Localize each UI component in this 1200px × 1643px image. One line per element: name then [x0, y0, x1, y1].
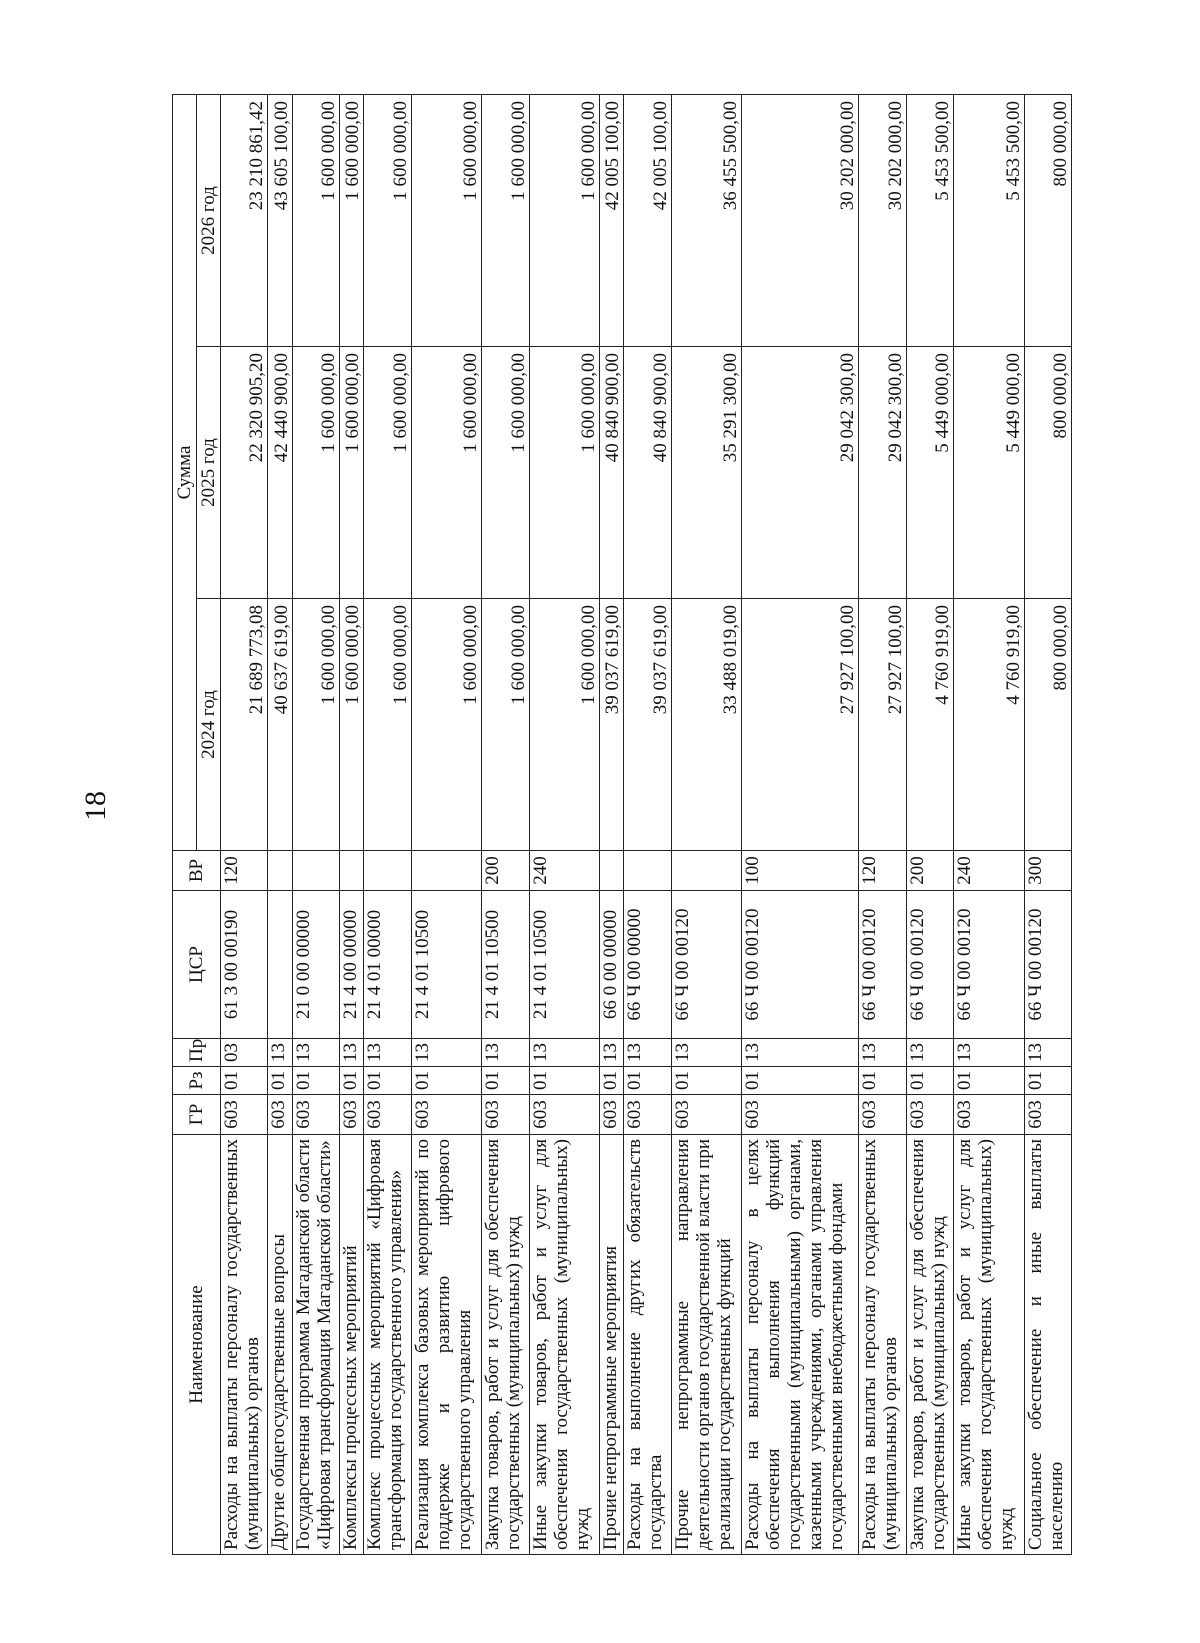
cell-gr: 603	[906, 1095, 953, 1135]
cell-2026: 30 202 000,00	[742, 95, 859, 347]
cell-pr: 13	[671, 1039, 742, 1067]
cell-gr: 603	[1024, 1095, 1071, 1135]
cell-csr: 21 4 01 10500	[411, 891, 482, 1039]
cell-pr: 13	[529, 1039, 600, 1067]
cell-csr: 66 0 00 00000	[600, 891, 624, 1039]
cell-gr: 603	[340, 1095, 364, 1135]
cell-vr: 200	[906, 851, 953, 891]
cell-rz: 01	[742, 1067, 859, 1095]
cell-pr: 13	[364, 1039, 411, 1067]
cell-vr: 240	[953, 851, 1024, 891]
page-number: 18	[79, 791, 112, 821]
cell-2024: 800 000,00	[1024, 599, 1071, 851]
table-row	[268, 95, 292, 1555]
cell-vr	[268, 851, 292, 891]
cell-csr: 66 Ч 00 00000	[624, 891, 671, 1039]
table-row	[221, 95, 268, 1555]
cell-2026: 5 453 500,00	[906, 95, 953, 347]
table-row	[482, 95, 529, 1555]
table-row	[671, 95, 742, 1555]
cell-rz: 01	[953, 1067, 1024, 1095]
cell-gr: 603	[268, 1095, 292, 1135]
table-row	[364, 95, 411, 1555]
cell-gr: 603	[953, 1095, 1024, 1135]
cell-pr: 13	[1024, 1039, 1071, 1067]
cell-name: Комплекс процессных мероприятий «Цифровая трансформация государственного управления»	[364, 1135, 411, 1555]
cell-2025: 800 000,00	[1024, 347, 1071, 599]
cell-pr: 03	[221, 1039, 268, 1067]
cell-csr: 66 Ч 00 00120	[953, 891, 1024, 1039]
cell-rz: 01	[906, 1067, 953, 1095]
cell-2026: 30 202 000,00	[859, 95, 906, 347]
table-row	[1024, 95, 1071, 1555]
table-row	[906, 95, 953, 1555]
cell-rz: 01	[340, 1067, 364, 1095]
cell-pr: 13	[624, 1039, 671, 1067]
budget-table-sheet	[172, 95, 1072, 1555]
cell-2026: 23 210 861,42	[221, 95, 268, 347]
cell-name: Комплексы процессных мероприятий	[340, 1135, 364, 1555]
cell-2026: 1 600 000,00	[411, 95, 482, 347]
cell-csr: 21 0 00 00000	[292, 891, 339, 1039]
cell-pr: 13	[482, 1039, 529, 1067]
cell-2024: 39 037 619,00	[624, 599, 671, 851]
cell-vr: 240	[529, 851, 600, 891]
header-vr: ВР	[173, 851, 221, 891]
cell-2025: 29 042 300,00	[859, 347, 906, 599]
cell-2024: 1 600 000,00	[364, 599, 411, 851]
cell-gr: 603	[529, 1095, 600, 1135]
cell-csr: 61 3 00 00190	[221, 891, 268, 1039]
cell-2026: 36 455 500,00	[671, 95, 742, 347]
cell-pr: 13	[411, 1039, 482, 1067]
cell-2025: 35 291 300,00	[671, 347, 742, 599]
table-row	[292, 95, 339, 1555]
cell-csr	[268, 891, 292, 1039]
cell-2024: 4 760 919,00	[953, 599, 1024, 851]
cell-gr: 603	[482, 1095, 529, 1135]
header-pr: Пр	[173, 1039, 221, 1067]
cell-vr	[600, 851, 624, 891]
table-row	[624, 95, 671, 1555]
cell-csr: 66 Ч 00 00120	[671, 891, 742, 1039]
cell-2025: 29 042 300,00	[742, 347, 859, 599]
cell-name: Прочие непрограммные направления деятельности органов государственной власти при реализации государственных функций	[671, 1135, 742, 1555]
cell-rz: 01	[624, 1067, 671, 1095]
cell-rz: 01	[268, 1067, 292, 1095]
cell-2026: 1 600 000,00	[529, 95, 600, 347]
cell-vr: 120	[859, 851, 906, 891]
cell-pr: 13	[292, 1039, 339, 1067]
cell-gr: 603	[742, 1095, 859, 1135]
cell-csr: 21 4 01 00000	[364, 891, 411, 1039]
cell-vr: 300	[1024, 851, 1071, 891]
cell-2026: 42 005 100,00	[624, 95, 671, 347]
cell-pr: 13	[859, 1039, 906, 1067]
cell-2026: 1 600 000,00	[364, 95, 411, 347]
cell-2026: 1 600 000,00	[482, 95, 529, 347]
cell-name: Государственная программа Магаданской области «Цифровая трансформация Магаданской области»	[292, 1135, 339, 1555]
cell-csr: 66 Ч 00 00120	[859, 891, 906, 1039]
cell-name: Закупка товаров, работ и услуг для обеспечения государственных (муниципальных) нужд	[482, 1135, 529, 1555]
cell-vr: 100	[742, 851, 859, 891]
cell-vr: 200	[482, 851, 529, 891]
table-row	[411, 95, 482, 1555]
cell-rz: 01	[1024, 1067, 1071, 1095]
cell-vr	[364, 851, 411, 891]
cell-2024: 1 600 000,00	[292, 599, 339, 851]
cell-pr: 13	[340, 1039, 364, 1067]
cell-rz: 01	[482, 1067, 529, 1095]
cell-name: Иные закупки товаров, работ и услуг для обеспечения государственных (муниципальных) нужд	[529, 1135, 600, 1555]
cell-2024: 1 600 000,00	[529, 599, 600, 851]
header-csr: ЦСР	[173, 891, 221, 1039]
cell-vr	[411, 851, 482, 891]
cell-2026: 1 600 000,00	[340, 95, 364, 347]
cell-rz: 01	[411, 1067, 482, 1095]
cell-rz: 01	[529, 1067, 600, 1095]
cell-gr: 603	[859, 1095, 906, 1135]
cell-gr: 603	[671, 1095, 742, 1135]
cell-2025: 40 840 900,00	[600, 347, 624, 599]
cell-2025: 1 600 000,00	[529, 347, 600, 599]
cell-name: Другие общегосударственные вопросы	[268, 1135, 292, 1555]
cell-2024: 21 689 773,08	[221, 599, 268, 851]
cell-2025: 1 600 000,00	[292, 347, 339, 599]
cell-2024: 4 760 919,00	[906, 599, 953, 851]
cell-rz: 01	[600, 1067, 624, 1095]
cell-2024: 40 637 619,00	[268, 599, 292, 851]
cell-2025: 1 600 000,00	[482, 347, 529, 599]
cell-2025: 42 440 900,00	[268, 347, 292, 599]
cell-pr: 13	[268, 1039, 292, 1067]
cell-2024: 1 600 000,00	[340, 599, 364, 851]
cell-rz: 01	[671, 1067, 742, 1095]
budget-table	[172, 94, 1072, 1555]
table-row	[953, 95, 1024, 1555]
cell-gr: 603	[411, 1095, 482, 1135]
cell-gr: 603	[221, 1095, 268, 1135]
cell-csr: 21 4 01 10500	[482, 891, 529, 1039]
cell-2024: 1 600 000,00	[411, 599, 482, 851]
cell-2026: 43 605 100,00	[268, 95, 292, 347]
cell-name: Прочие непрограммные мероприятия	[600, 1135, 624, 1555]
cell-csr: 21 4 01 10500	[529, 891, 600, 1039]
cell-name: Расходы на выплаты персоналу в целях обеспечения выполнения функций государственными (муниципальными) органами, казенными учреждениями, органами управления государственными внебюджетными фондами	[742, 1135, 859, 1555]
cell-csr: 21 4 00 00000	[340, 891, 364, 1039]
cell-2024: 33 488 019,00	[671, 599, 742, 851]
header-2025: 2025 год	[197, 347, 221, 599]
cell-name: Закупка товаров, работ и услуг для обеспечения государственных (муниципальных) нужд	[906, 1135, 953, 1555]
cell-gr: 603	[624, 1095, 671, 1135]
table-row	[600, 95, 624, 1555]
cell-pr: 13	[742, 1039, 859, 1067]
cell-2024: 39 037 619,00	[600, 599, 624, 851]
cell-2024: 1 600 000,00	[482, 599, 529, 851]
table-row	[859, 95, 906, 1555]
cell-pr: 13	[906, 1039, 953, 1067]
table-row	[340, 95, 364, 1555]
cell-gr: 603	[292, 1095, 339, 1135]
cell-name: Расходы на выплаты персоналу государственных (муниципальных) органов	[221, 1135, 268, 1555]
cell-name: Социальное обеспечение и иные выплаты населению	[1024, 1135, 1071, 1555]
cell-vr: 120	[221, 851, 268, 891]
header-gr: ГР	[173, 1095, 221, 1135]
header-name: Наименование	[173, 1135, 221, 1555]
cell-rz: 01	[859, 1067, 906, 1095]
cell-csr: 66 Ч 00 00120	[742, 891, 859, 1039]
cell-gr: 603	[364, 1095, 411, 1135]
cell-2024: 27 927 100,00	[859, 599, 906, 851]
cell-vr	[671, 851, 742, 891]
cell-rz: 01	[364, 1067, 411, 1095]
header-sum: Сумма	[173, 95, 197, 851]
header-2024: 2024 год	[197, 599, 221, 851]
table-row	[529, 95, 600, 1555]
cell-vr	[624, 851, 671, 891]
cell-name: Реализация комплекса базовых мероприятий по поддержке и развитию цифрового государственного управления	[411, 1135, 482, 1555]
cell-gr: 603	[600, 1095, 624, 1135]
cell-rz: 01	[292, 1067, 339, 1095]
cell-vr	[292, 851, 339, 891]
cell-vr	[340, 851, 364, 891]
table-row	[742, 95, 859, 1555]
cell-name: Расходы на выполнение других обязательств государства	[624, 1135, 671, 1555]
cell-name: Расходы на выплаты персоналу государственных (муниципальных) органов	[859, 1135, 906, 1555]
cell-2024: 27 927 100,00	[742, 599, 859, 851]
cell-csr: 66 Ч 00 00120	[906, 891, 953, 1039]
cell-2025: 5 449 000,00	[906, 347, 953, 599]
cell-2025: 22 320 905,20	[221, 347, 268, 599]
cell-2025: 1 600 000,00	[340, 347, 364, 599]
cell-2026: 42 005 100,00	[600, 95, 624, 347]
cell-name: Иные закупки товаров, работ и услуг для обеспечения государственных (муниципальных) нужд	[953, 1135, 1024, 1555]
cell-pr: 13	[600, 1039, 624, 1067]
cell-2025: 40 840 900,00	[624, 347, 671, 599]
header-rz: Рз	[173, 1067, 221, 1095]
cell-2025: 1 600 000,00	[364, 347, 411, 599]
cell-2025: 1 600 000,00	[411, 347, 482, 599]
cell-pr: 13	[953, 1039, 1024, 1067]
cell-2026: 1 600 000,00	[292, 95, 339, 347]
cell-2026: 800 000,00	[1024, 95, 1071, 347]
table-body	[221, 95, 1072, 1555]
cell-2025: 5 449 000,00	[953, 347, 1024, 599]
header-2026: 2026 год	[197, 95, 221, 347]
cell-rz: 01	[221, 1067, 268, 1095]
cell-csr: 66 Ч 00 00120	[1024, 891, 1071, 1039]
cell-2026: 5 453 500,00	[953, 95, 1024, 347]
